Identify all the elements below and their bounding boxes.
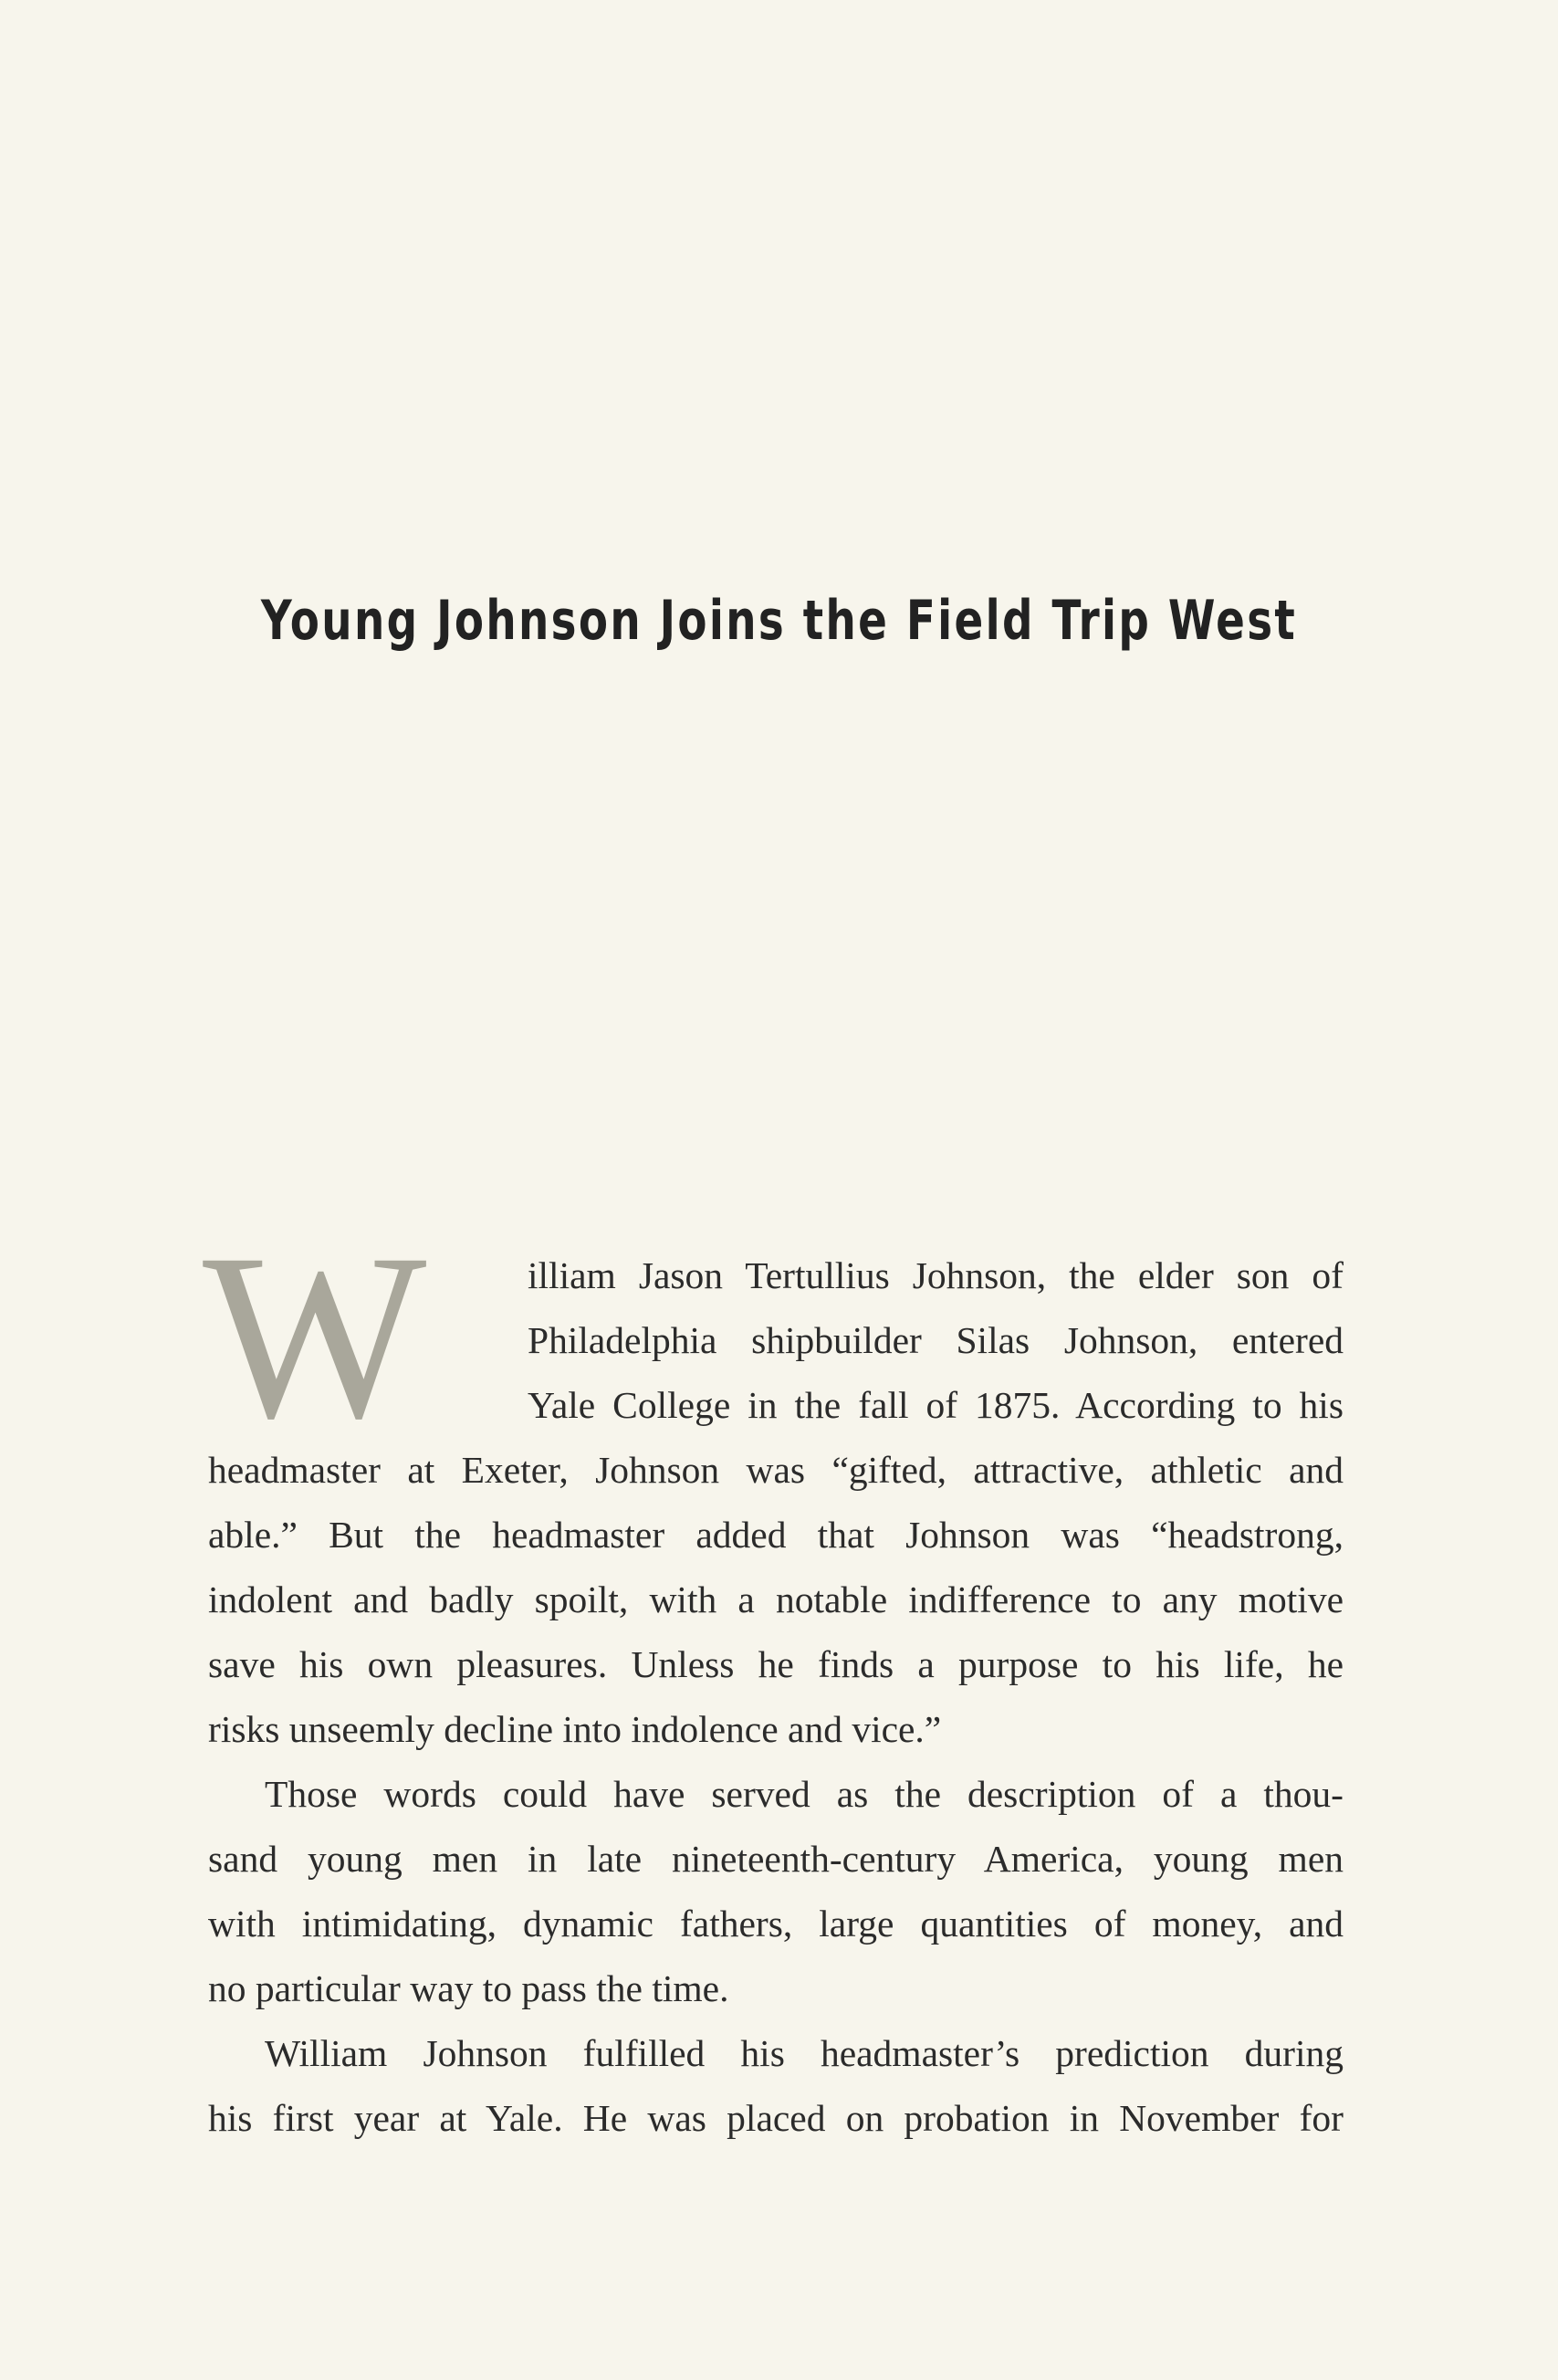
paragraph bbox=[208, 1762, 1344, 2021]
drop-cap: W bbox=[203, 1205, 427, 1468]
text-line: save his own pleasures. Unless he finds a purpose to his life, he bbox=[208, 1643, 1344, 1685]
text-line: William Johnson fulfilled his headmaster’s prediction during bbox=[265, 2032, 1344, 2074]
text-line: risks unseemly decline into indolence and vice.” bbox=[208, 1708, 942, 1750]
opening-paragraph bbox=[203, 1205, 1344, 1762]
text-line: Those words could have served as the description of a thou- bbox=[265, 1773, 1344, 1815]
text-line: indolent and badly spoilt, with a notable indifference to any motive bbox=[208, 1578, 1344, 1620]
text-line: able.” But the headmaster added that Johnson was “headstrong, bbox=[208, 1514, 1344, 1556]
paragraph bbox=[208, 2021, 1344, 2151]
text-line: his first year at Yale. He was placed on probation in November for bbox=[208, 2097, 1344, 2139]
chapter-title: Young Johnson Joins the Field Trip West bbox=[260, 589, 1298, 653]
text-line: no particular way to pass the time. bbox=[208, 1967, 729, 2009]
text-line: sand young men in late nineteenth-century America, young men bbox=[208, 1838, 1344, 1880]
text-line: illiam Jason Tertullius Johnson, the elder son of bbox=[528, 1254, 1344, 1296]
text-line: Yale College in the fall of 1875. According to his bbox=[528, 1384, 1344, 1426]
text-line: Philadelphia shipbuilder Silas Johnson, entered bbox=[528, 1319, 1344, 1361]
text-line: with intimidating, dynamic fathers, large quantities of money, and bbox=[208, 1903, 1344, 1945]
text-line: headmaster at Exeter, Johnson was “gifted, attractive, athletic and bbox=[208, 1449, 1344, 1491]
body-text bbox=[203, 1205, 1344, 2151]
